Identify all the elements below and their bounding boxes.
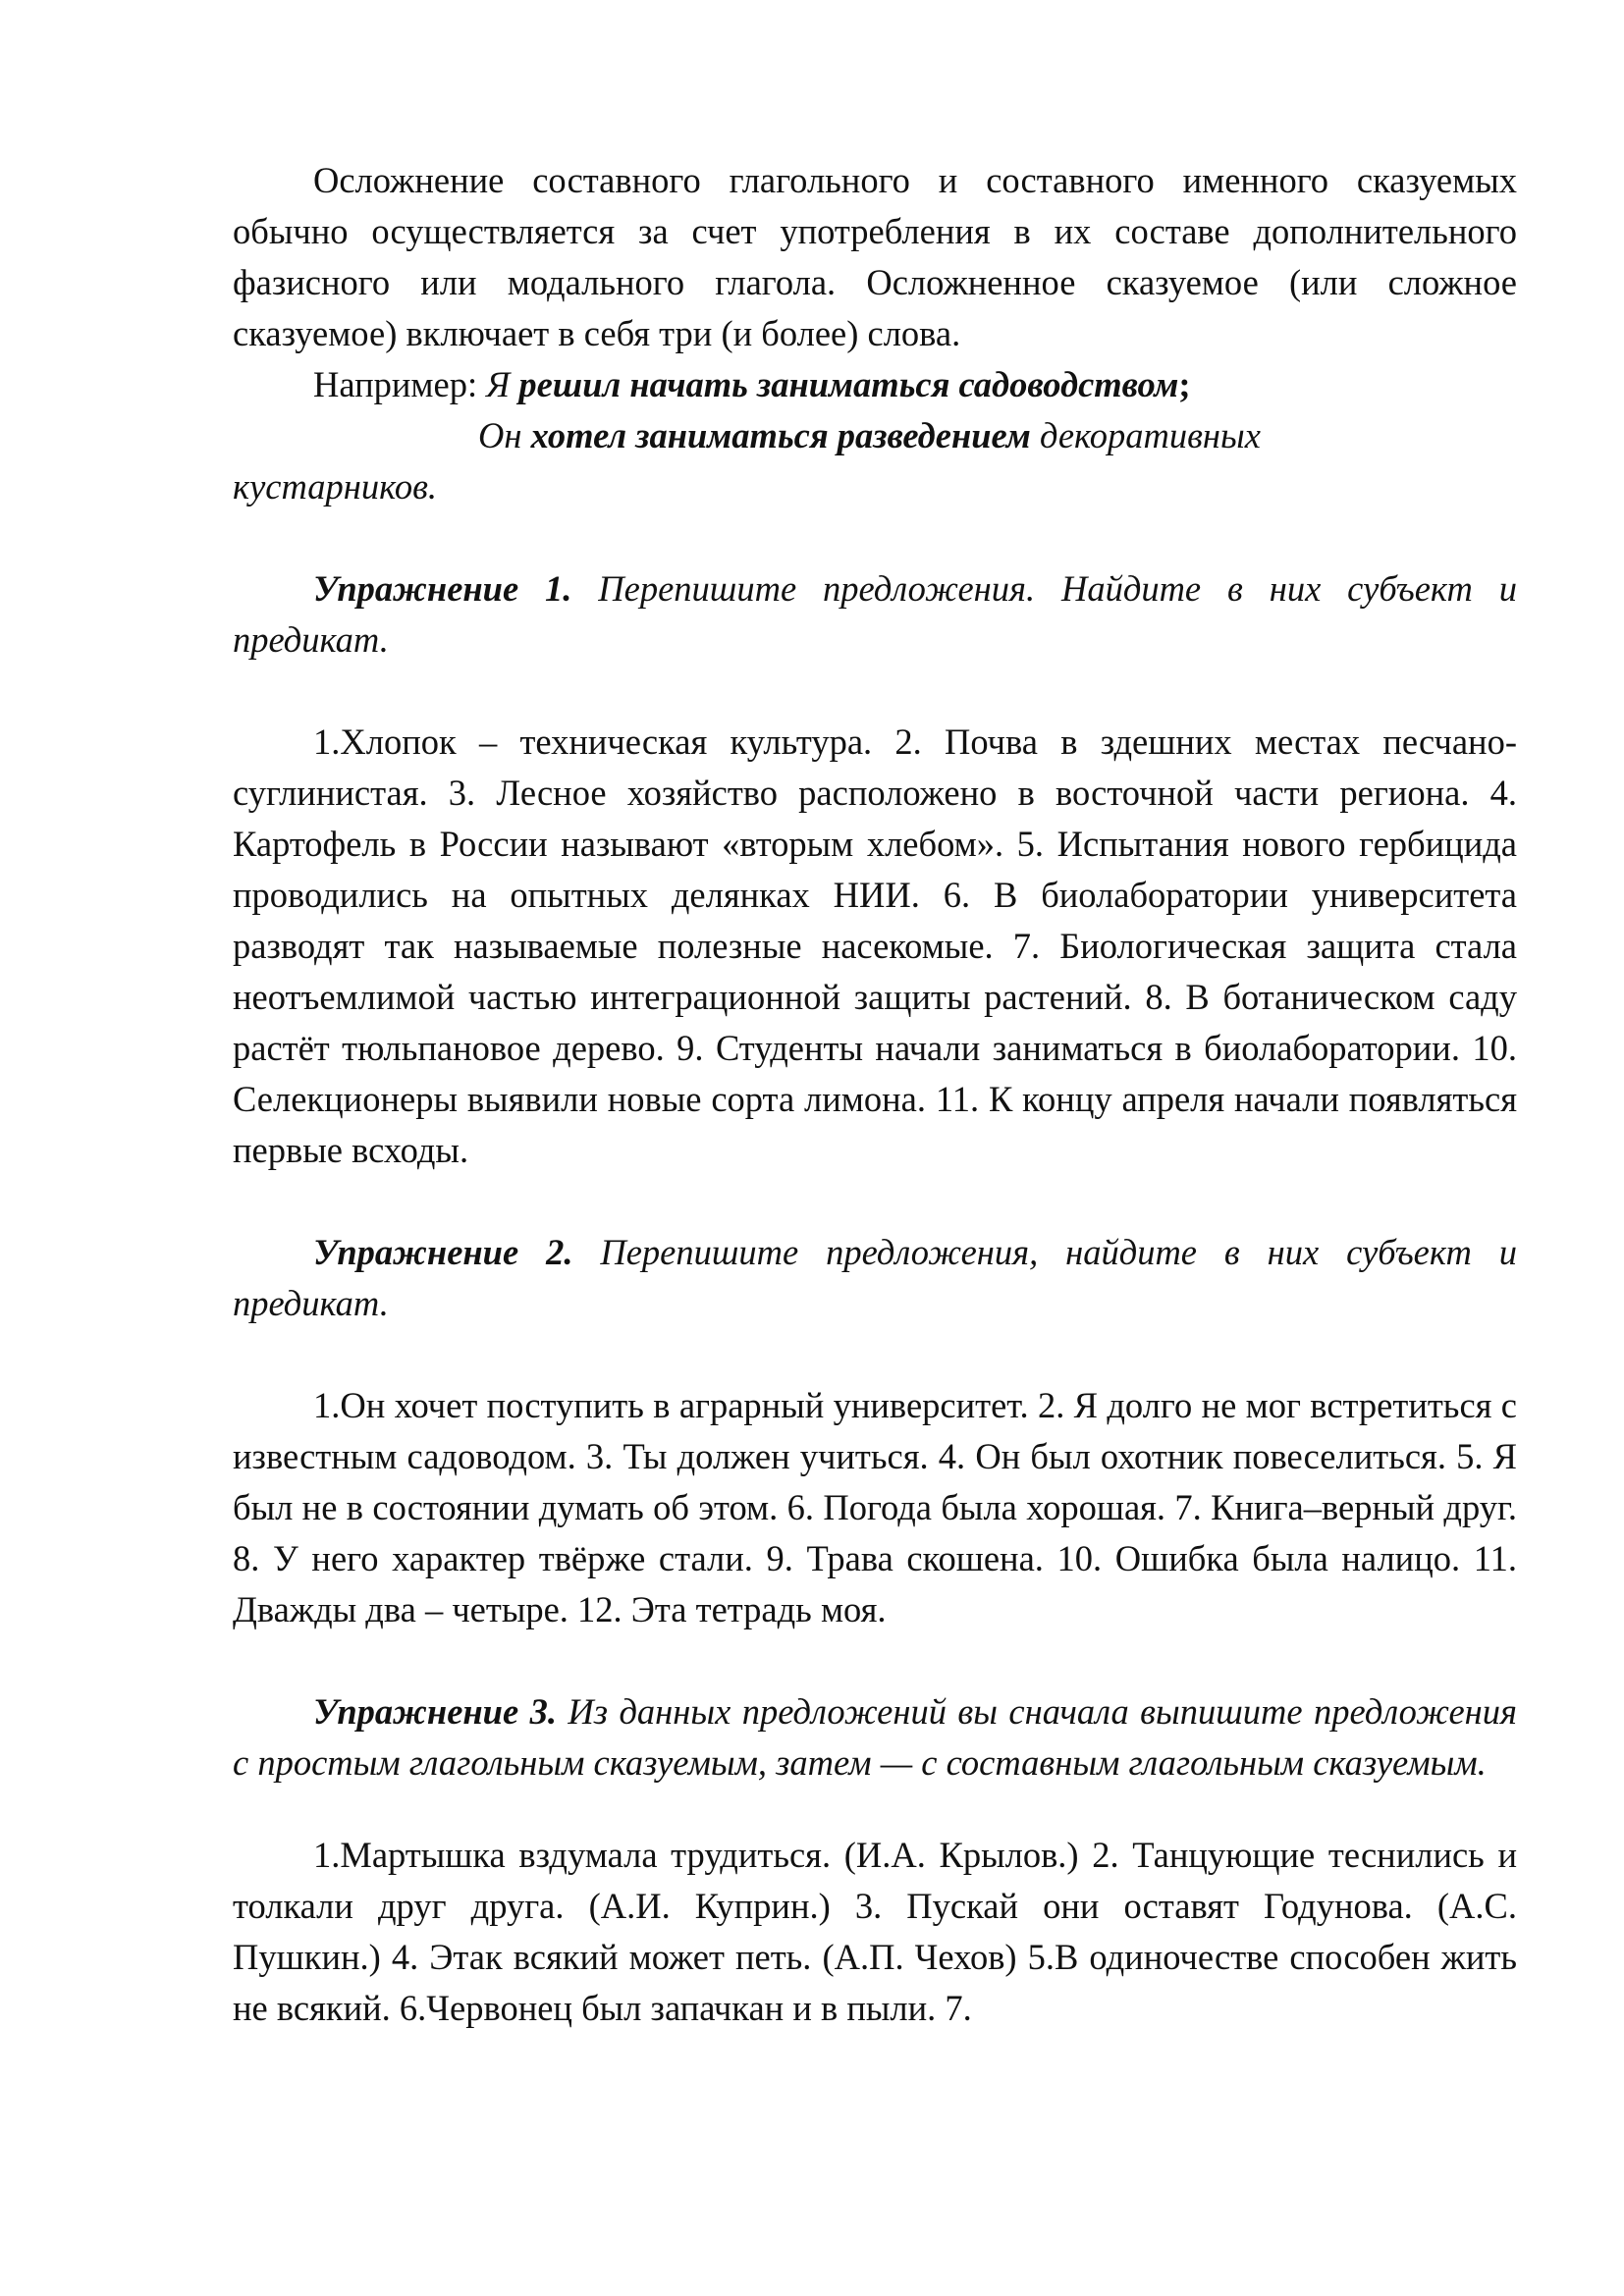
- exercise-1-body: 1.Хлопок – техническая культура. 2. Почва в здешних местах песчано-суглинистая. 3. Лесное хозяйство расположено в восточной части региона. 4. Картофель в России называют «вторым хлебом». 5. Испытания нового гербицида проводились на опытных делянках НИИ. 6. В биолаборатории университета разводят так называемые полезные насекомые. 7. Биологическая защита стала неотъемлимой частью интеграционной защиты растений. 8. В ботаническом саду растёт тюльпановое дерево. 9. Студенты начали заниматься в биолаборатории. 10. Селекционеры выявили новые сорта лимона. 11. К концу апреля начали появляться первые всходы.: [233, 721, 1517, 1170]
- exercise-2-title: Упражнение 2.: [313, 1232, 573, 1272]
- exercise-1-title: Упражнение 1.: [313, 568, 572, 609]
- example-line-2: [233, 410, 1517, 461]
- exercise-3-heading: [233, 1686, 1517, 1789]
- exercise-3-task: Из данных предложений вы сначала выпишите предложения с простым глагольным сказуемым, затем — с составным глагольным сказуемым.: [233, 1691, 1517, 1783]
- document-page: [233, 155, 1517, 2034]
- example-1-end: ;: [1178, 364, 1191, 404]
- example-2-rest: декоративных: [1030, 415, 1261, 455]
- example-line-2-continuation: кустарников.: [233, 466, 438, 507]
- example-2-predicate: хотел заниматься разведением: [530, 415, 1031, 455]
- exercise-3-title: Упражнение 3.: [313, 1691, 557, 1732]
- intro-paragraph: Осложнение составного глагольного и составного именного сказуемых обычно осуществляется за счет употребления в их составе дополнительного фазисного или модального глагола. Осложненное сказуемое (или сложное сказуемое) включает в себя три (и более) слова.: [233, 160, 1517, 353]
- example-label: Например:: [313, 364, 487, 404]
- exercise-3-body: 1.Мартышка вздумала трудиться. (И.А. Крылов.) 2. Танцующие теснились и толкали друг друга. (А.И. Куприн.) 3. Пускай они оставят Годунова. (А.С. Пушкин.) 4. Этак всякий может петь. (А.П. Чехов) 5.В одиночестве способен жить не всякий. 6.Червонец был запачкан и в пыли. 7.: [233, 1835, 1517, 2028]
- exercise-2-task: Перепишите предложения, найдите в них субъект и предикат.: [233, 1232, 1517, 1323]
- exercise-1-heading: [233, 563, 1517, 666]
- example-1-subject: Я: [486, 364, 519, 404]
- exercise-2-body: 1.Он хочет поступить в аграрный университет. 2. Я долго не мог встретиться с известным садоводом. 3. Ты должен учиться. 4. Он был охотник повеселиться. 5. Я был не в состоянии думать об этом. 6. Погода была хорошая. 7. Книга–верный друг. 8. У него характер твёрже стали. 9. Трава скошена. 10. Ошибка была налицо. 11. Дважды два – четыре. 12. Эта тетрадь моя.: [233, 1385, 1517, 1629]
- exercise-2-heading: [233, 1227, 1517, 1329]
- example-line-1: [233, 359, 1517, 410]
- example-2-subject: Он: [478, 415, 531, 455]
- example-1-predicate: решил начать заниматься садоводством: [518, 364, 1179, 404]
- exercise-1-task: Перепишите предложения. Найдите в них субъект и предикат.: [233, 568, 1517, 660]
